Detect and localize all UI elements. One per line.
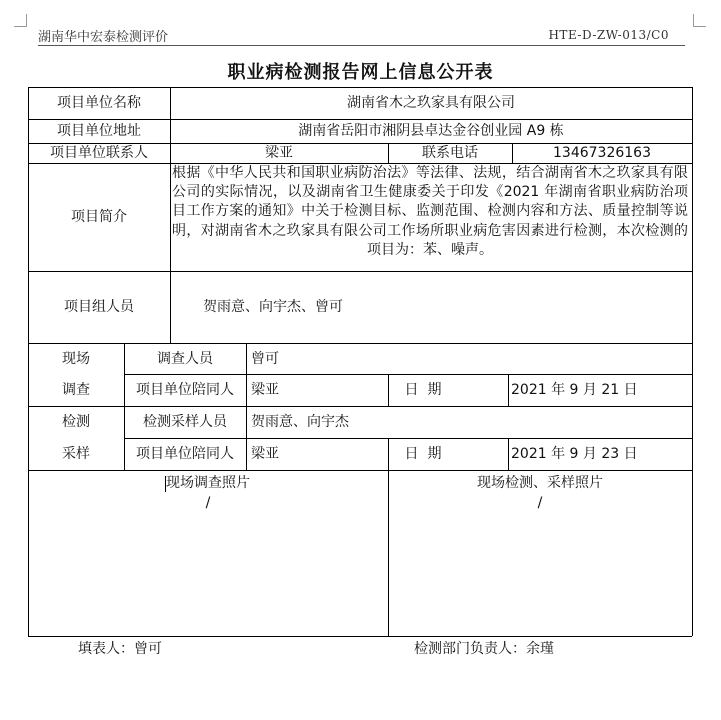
crop-mark-top-right [693, 14, 706, 27]
members-value: 贺雨意、向宇杰、曾可 [203, 299, 343, 315]
unit-address-value: 湖南省岳阳市湘阴县卓达金谷创业园 A9 栋 [298, 123, 564, 139]
table-line [246, 343, 247, 470]
table-line [692, 87, 693, 636]
escort-label-survey: 项目单位陪同人 [136, 382, 234, 398]
table-line [28, 636, 692, 637]
sampler-value: 贺雨意、向宇杰 [251, 414, 349, 430]
phone-value: 13467326163 [553, 145, 651, 161]
unit-name-value: 湖南省木之玖家具有限公司 [347, 95, 515, 111]
page-title: 职业病检测报告网上信息公开表 [227, 62, 494, 83]
contact-value: 梁亚 [265, 145, 293, 161]
crop-mark-top-left [14, 14, 27, 27]
contact-label: 项目单位联系人 [50, 145, 148, 161]
sampling-label-line1: 检测 [62, 414, 90, 430]
survey-photos-label: 现场调查照片 [166, 475, 250, 491]
escort-value-survey: 梁亚 [251, 382, 279, 398]
members-label: 项目组人员 [64, 299, 134, 315]
table-line [508, 374, 509, 406]
escort-value-sampling: 梁亚 [251, 446, 279, 462]
escort-label-sampling: 项目单位陪同人 [136, 446, 234, 462]
phone-label: 联系电话 [422, 145, 478, 161]
investigator-label: 调查人员 [157, 350, 213, 367]
unit-name-label: 项目单位名称 [57, 95, 141, 111]
survey-label-line1: 现场 [62, 350, 90, 367]
sampling-photos-label: 现场检测、采样照片 [477, 475, 603, 491]
text-cursor [165, 476, 166, 492]
intro-text: 根据《中华人民共和国职业病防治法》等法律、法规，结合湖南省木之玖家具有限公司的实际情况，以及湖南省卫生健康委关于印发《2021 年湖南省职业病防治项目工作方案的通知》中关于检测目标、监测范围、检测内容和方法、质量控制等说明，对湖南省木之玖家具有限公司工作场所职业病危害因素进行检测，本次检测的项目为：苯、噪声。 [172, 165, 688, 258]
date-label-sampling: 日 期 [404, 446, 442, 462]
date-value-survey: 2021 年 9 月 21 日 [511, 382, 638, 398]
date-value-sampling: 2021 年 9 月 23 日 [511, 446, 638, 462]
table-line [28, 470, 692, 471]
header-company: 湖南华中宏泰检测评价 [38, 30, 169, 45]
investigator-value: 曾可 [251, 350, 279, 367]
sampling-photos-value: / [537, 495, 543, 511]
survey-label-line2: 调查 [62, 382, 90, 398]
date-label-survey: 日 期 [404, 382, 442, 398]
sampler-label: 检测采样人员 [143, 414, 227, 430]
intro-label: 项目简介 [71, 209, 127, 225]
filler-signature: 填表人：曾可 [78, 641, 162, 657]
table-line [508, 438, 509, 470]
manager-signature: 检测部门负责人：余瑾 [414, 641, 554, 657]
survey-photos-value: / [205, 495, 211, 511]
header-divider [38, 45, 685, 46]
unit-address-label: 项目单位地址 [57, 123, 141, 139]
header-doc-code: HTE-D-ZW-013/C0 [548, 28, 669, 42]
sampling-label-line2: 采样 [62, 446, 90, 462]
